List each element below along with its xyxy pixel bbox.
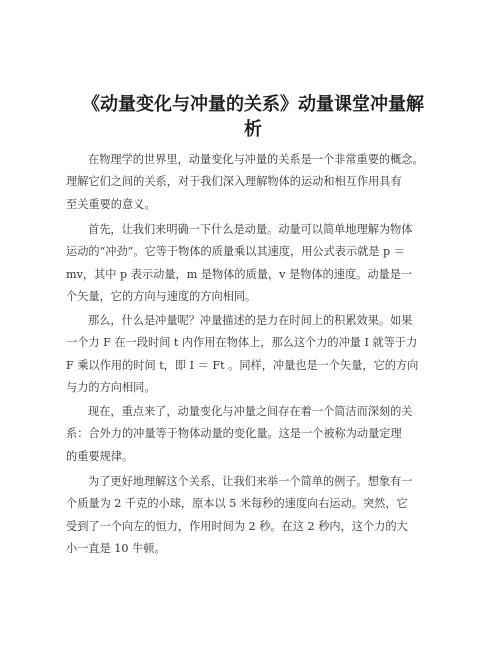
paragraph-impulse-definition [66, 310, 440, 400]
paragraph-line: 那么，什么是冲量呢？冲量描述的是力在时间上的积累效果。如果 [88, 314, 413, 327]
paragraph-line: 系：合外力的冲量等于物体动量的变化量。这是一个被称为动量定理 [66, 427, 402, 441]
paragraph-line: 小一直是 10 牛顿。 [66, 542, 166, 556]
paragraph-line: 为了更好地理解这个关系，让我们来举一个简单的例子。想象有一 [88, 475, 413, 488]
paragraph-line: 现在，重点来了，动量变化与冲量之间存在着一个简洁而深刻的关 [88, 405, 413, 418]
paragraph-line: mv，其中 p 表示动量，m 是物体的质量，v 是物体的速度。动量是一 [66, 267, 413, 281]
title-line: 《动量变化与冲量的关系》动量课堂冲量解 [82, 94, 424, 115]
paragraph-line: 理解它们之间的关系，对于我们深入理解物体的运动和相互作用具有 [66, 175, 402, 189]
paragraph-line: F 乘以作用的时间 t，即 I ＝ Ft 。同样，冲量也是一个矢量，它的方向 [66, 358, 419, 372]
title-line: 析 [244, 119, 262, 140]
paragraph-line: 的重要规律。 [66, 449, 134, 463]
paragraph-line: 运动的“冲劲”。它等于物体的质量乘以其速度，用公式表示就是 p ＝ [66, 245, 405, 259]
paragraph-line: 首先，让我们来明确一下什么是动量。动量可以简单地理解为物体 [88, 223, 413, 236]
paragraph-example [66, 471, 440, 561]
paragraph-line: 至关重要的意义。 [66, 197, 156, 211]
paragraph-line: 在物理学的世界里，动量变化与冲量的关系是一个非常重要的概念。 [88, 153, 424, 166]
paragraph-momentum-definition [66, 219, 440, 309]
paragraph-momentum-theorem [66, 401, 440, 468]
paragraph-line: 个矢量，它的方向与速度的方向相同。 [66, 290, 257, 304]
paragraph-line: 与力的方向相同。 [66, 381, 156, 395]
paragraph-intro [66, 149, 440, 216]
paragraph-line: 个质量为 2 千克的小球，原本以 5 米每秒的速度向右运动。突然，它 [66, 497, 408, 511]
paragraph-line: 受到了一个向左的恒力，作用时间为 2 秒。在这 2 秒内，这个力的大 [66, 519, 408, 533]
document-title [66, 92, 440, 142]
paragraph-line: 一个力 F 在一段时间 t 内作用在物体上，那么这个力的冲量 I 就等于力 [66, 336, 418, 350]
